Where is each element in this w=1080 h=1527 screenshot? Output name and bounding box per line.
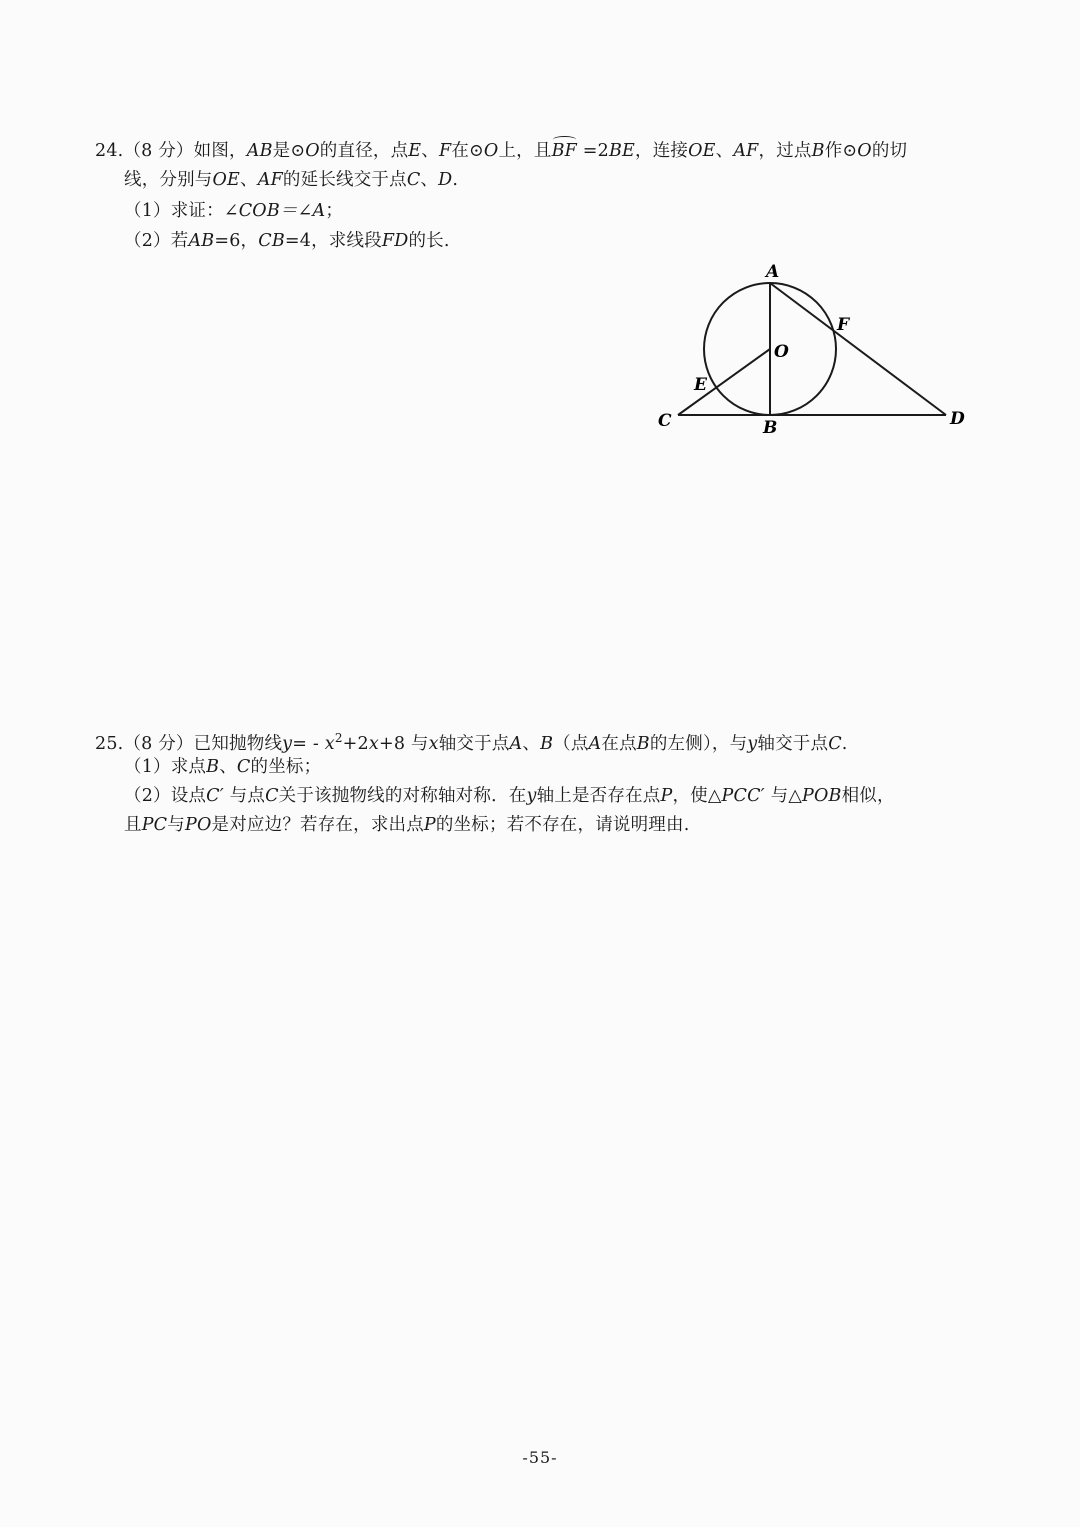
q25-var: y (747, 733, 758, 754)
q24-text: 的长. (408, 231, 450, 251)
q25-var: x (428, 733, 439, 754)
q24-text: =4，求线段 (284, 231, 382, 251)
q25-text: 关于该抛物线的对称轴对称．在 (278, 786, 527, 806)
q24-var: BE (608, 141, 635, 161)
q25-var: C (265, 786, 279, 806)
q25-text: 与点 (223, 786, 266, 806)
q25-superscript: 2 (334, 731, 343, 745)
q25-text: ，使△ (672, 786, 722, 806)
q24-number: 24. (95, 141, 124, 161)
q24-var: O (483, 141, 499, 161)
q25-part-2 (124, 784, 895, 808)
q25-var: x (368, 733, 379, 754)
q24-text: =2 (576, 141, 609, 161)
q25-var: P (660, 786, 673, 806)
q24-text: 、 (240, 170, 258, 190)
label-b: B (763, 418, 778, 438)
q24-score: （8 分） (123, 141, 194, 161)
q24-var: D (438, 170, 453, 190)
q25-var: PO (184, 815, 212, 835)
q25-var: A (509, 733, 523, 754)
q25-text: （点 (553, 733, 589, 754)
q25-text: +2 (342, 733, 369, 754)
q24-arc-bf: BF (551, 141, 577, 161)
q25-score: （8 分） (123, 733, 194, 754)
label-d: D (950, 409, 965, 429)
q24-geometry-figure (650, 258, 980, 443)
q25-text: = - (292, 733, 325, 754)
q25-text: 与 (167, 815, 185, 835)
q25-text: 已知抛物线 (193, 733, 283, 754)
q25-text: 轴交于点 (757, 733, 829, 754)
q25-text: 、 (219, 757, 237, 777)
q24-var: AB (246, 141, 273, 161)
q25-var: C (236, 757, 251, 777)
q25-line-1 (95, 726, 848, 756)
line-oc (678, 349, 770, 415)
q24-text: 在⊙ (451, 141, 484, 161)
q25-text: 的坐标； (250, 757, 322, 777)
q24-text: （1）求证： (124, 201, 224, 221)
q25-text: 轴上是否存在点 (536, 786, 661, 806)
q24-var: O (857, 141, 872, 161)
q24-text: 线，分别与 (124, 170, 213, 190)
q24-var: F (438, 141, 452, 161)
label-a: A (766, 262, 780, 282)
q25-var: A (588, 733, 602, 754)
q24-text: （2）若 (124, 231, 189, 251)
q25-var: PCC′ (721, 786, 765, 806)
q24-text: . (452, 170, 459, 190)
q24-formula: ∠COB＝∠A (223, 201, 326, 221)
q25-text: 且 (124, 815, 142, 835)
q24-var: FD (381, 231, 409, 251)
label-e: E (694, 375, 707, 395)
q25-text: 轴交于点 (438, 733, 510, 754)
q25-var: y (526, 786, 537, 806)
q25-text: 与△ (764, 786, 802, 806)
q24-text: 、 (420, 170, 439, 190)
q25-var: PC (141, 815, 168, 835)
q25-var: C′ (206, 786, 224, 806)
q25-var: B (206, 757, 220, 777)
q24-var: O (305, 141, 320, 161)
label-f: F (837, 315, 850, 335)
label-c: C (658, 411, 672, 431)
q24-text: 的直径，点 (319, 141, 409, 161)
q25-part-2-line-2 (124, 813, 689, 837)
q25-number: 25. (95, 733, 124, 754)
q25-text: 的坐标；若不存在，请说明理由. (435, 815, 690, 835)
q24-var: AF (257, 170, 283, 190)
q24-part-1 (124, 199, 343, 223)
q24-text: 如图， (193, 141, 247, 161)
q24-line-1 (95, 139, 907, 163)
q25-text: 、 (522, 733, 541, 754)
q24-text: 是⊙ (272, 141, 306, 161)
q25-var: P (423, 815, 436, 835)
q25-var: C (828, 733, 842, 754)
q24-text: 作⊙ (824, 141, 858, 161)
q24-var: AF (733, 141, 759, 161)
q24-var: B (811, 141, 825, 161)
q24-text: =6， (214, 231, 259, 251)
line-ad (770, 283, 946, 415)
q24-part-2 (124, 229, 450, 253)
q25-var: y (282, 733, 293, 754)
q24-var: AB (188, 231, 215, 251)
q24-line-2 (124, 168, 458, 192)
q24-text: 、 (421, 141, 439, 161)
q25-var: x (324, 733, 335, 754)
q24-text: 的切 (871, 141, 908, 161)
q25-text: 是对应边？若存在，求出点 (211, 815, 424, 835)
q25-text: . (841, 733, 848, 754)
q25-var: POB (801, 786, 842, 806)
q25-part-1 (124, 755, 321, 779)
q24-text: 、 (715, 141, 734, 161)
q24-var: E (408, 141, 422, 161)
q25-var: B (540, 733, 554, 754)
q24-text: 上，且 (498, 141, 552, 161)
q24-var: C (406, 170, 421, 190)
q24-var: CB (258, 231, 285, 251)
q25-text: （1）求点 (124, 757, 207, 777)
q24-text: ，过点 (758, 141, 812, 161)
q25-text: （2）设点 (124, 786, 207, 806)
q25-text: 相似， (841, 786, 895, 806)
q24-text: 的延长线交于点 (282, 170, 407, 190)
q24-var: OE (688, 141, 716, 161)
q24-text: ； (325, 201, 344, 221)
page-number: -55- (522, 1448, 558, 1467)
q24-text: ，连接 (635, 141, 689, 161)
q25-text: 在点 (601, 733, 637, 754)
q25-var: B (636, 733, 650, 754)
q24-var: OE (212, 170, 241, 190)
label-o: O (774, 342, 789, 362)
q25-text: +8 与 (378, 733, 429, 754)
q25-text: 的左侧），与 (649, 733, 748, 754)
